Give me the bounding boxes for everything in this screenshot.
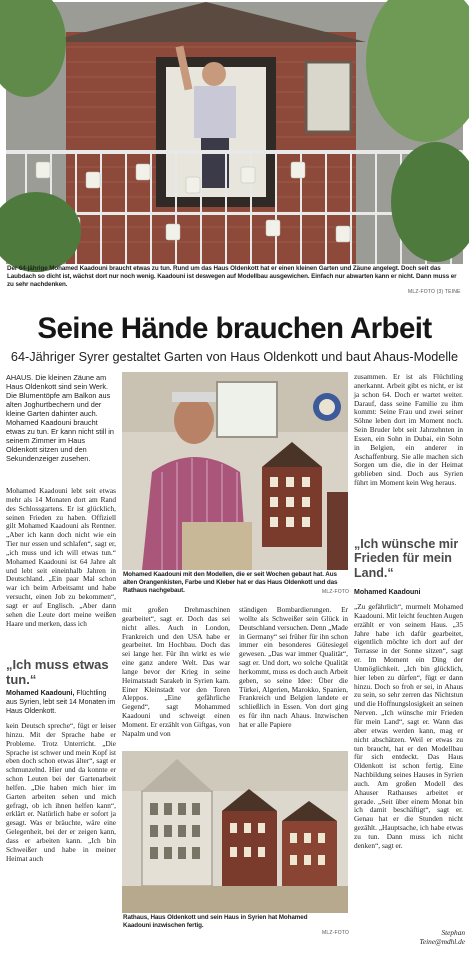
article-lead: AHAUS. Die kleinen Zäune am Haus Oldenkott sind sein Werk. Die Blumentöpfe am Balkon aus alten Joghurtbechern und der kleine Garten dahinter auch. Mohamed Kaadouni braucht etwas zu tun. Er kann nicht still in seinem Zimmer im Haus Oldenkott sitzen und den Sekundenzeiger zusehen. (6, 373, 114, 463)
middle-photo-credit: MLZ-FOTO (322, 589, 350, 595)
subheadline: 64-Jähriger Syrer gestaltet Garten von Haus Oldenkott und baut Ahaus-Modelle (10, 350, 459, 364)
pull-quote-1-description: Flüchtling aus Syrien, lebt seit 14 Monaten im Haus Oldenkott. (6, 690, 116, 715)
bottom-photo-caption: Rathaus, Haus Oldenkott und sein Haus in Syrien hat Mohamed Kaadouni inzwischen fertig. (123, 914, 308, 929)
pull-quote-1: „Ich muss etwas tun.“ (6, 657, 109, 687)
pull-quote-1-name: Mohamed Kaadouni, (6, 690, 75, 697)
middle-photo-caption: Mohamed Kaadouni mit den Modellen, die er seit Wochen gebaut hat. Aus alten Orangenkisten, Farbe und Kleber hat er das Haus Oldenkott und das Rathaus nachgebaut. (123, 571, 338, 594)
bottom-photo-illustration (122, 751, 348, 913)
author-signature: Stephan Teine@mdhl.de (419, 928, 465, 946)
column-4-top: zusammen. Er ist als Flüchtling anerkannt. Arbeit gibt es nicht, er ist ja schon 64. Doch er wartet weiter. Darauf, dass seine Familie zu ihm kommt: Seine Frau und zwei seiner Söhne leben dort im Moment noch. Sein Bruder lebt seit Jahrzehnten in Essen, ein Sohn in Dubai, ein Sohn in Belgien, ein anderer in Aschaffenburg. Sie alle machen sich Sorgen um die, die in der Heimat geblieben sind. Doch aus Syrien führt im Moment kein Weg heraus. (354, 372, 463, 488)
headline: Seine Hände brauchen Arbeit (37, 312, 432, 345)
top-photo-caption: Der 64-jährige Mohamed Kaadouni braucht etwas zu tun. Rund um das Haus Oldenkott hat er einen kleinen Garten und Zäune angelegt. Doch seit das Laubdach so dicht ist, wächst dort nur noch wenig. Kaadouni ist deswegen auf Modellbau ausgewichen. Einfach nur abwarten kann er nicht. Dann muss er zu sehr nachdenken. (7, 265, 457, 288)
pull-quote-2-name: Mohamed Kaadouni (354, 589, 421, 596)
top-photo (6, 2, 463, 264)
middle-photo-illustration (122, 372, 348, 570)
top-photo-illustration (6, 2, 463, 264)
pull-quote-1-attribution (6, 690, 116, 716)
column-1-bottom: kein Deutsch spreche“, fügt er leiser hinzu. Mit der Sprache habe er Probleme. Trotz Unterricht. „Die Sprache ist schwer und mein Kopf ist eben doch schon etwas älter“, sagt er schmunzelnd. Hier und da konnte er schon Leuten bei der Gartenarbeit helfen. „Die haben mich hier im Garten arbeiten sehen und mich gefragt, ob ich ihnen helfen kann“, erklärt er. Natürlich habe er sofort ja gesagt. Was er bräuchte, wäre eine Gelegenheit, bei der er zeigen kann, dass er arbeiten kann. „Ich bin Schweißer und habe in meiner Heimat auch (6, 721, 116, 863)
top-photo-credit: MLZ-FOTO (3) TEINE (408, 289, 461, 295)
column-1-body: Mohamed Kaadouni lebt seit etwas mehr als 14 Monaten dort am Rand des Schlossgartens. Er ist glücklich, seinen Frieden zu haben. Offiziell gilt Mohamed Kaadouni als Rentner. „Aber ich kann doch nicht wie ein Tier nur essen und schlafen“, sagt er, „ich muss und ich will etwas tun.“ Mohamed Kaadouni ist 64 Jahre alt und lebt seit eineinhalb Jahren in Deutschland. „Ein paar Mal schon war ich beim Arbeitsamt und habe versucht, einen Job zu bekommen“, sagt er auf Englisch. „Aber dann sehen die Leute dort meine weißen Haare und merken, dass ich (6, 486, 116, 628)
column-3-body: ständigen Bombardierungen. Er wollte als Schweißer sein Glück in Deutschland versuchen. Denn „Made in Germany“ sei früher für ihn schon immer ein besonderes Gütesiegel gewesen. „Das war immer Qualität“, sagt er. Und dort, wo solche Qualität herkommt, muss es doch auch Arbeit geben, so seine Idee: Über die Türkei, Algerien, Marokko, Spanien, Frankreich und Belgien landete er schließlich in Essen. Von dort ging es für ihn nach Ahaus. Inzwischen hat er alle Papiere (239, 605, 349, 729)
middle-photo (122, 372, 348, 570)
pull-quote-2: „Ich wünsche mir Frieden für mein Land.“ (354, 537, 459, 580)
bottom-photo-credit: MLZ-FOTO (322, 930, 350, 936)
pull-quote-2-attribution (354, 589, 463, 598)
column-4-bottom: „Zu gefährlich“, murmelt Mohamed Kaadouni. Mit leicht feuchten Augen erzählt er von seinem Haus. „35 Jahre habe ich dafür gearbeitet, eigentlich möchte ich dort auf der Terrasse in der Sonne sitzen“, sagt er. Im Moment ein Ding der Unmöglichkeit. „Ich bin glücklich, hier leben zu dürfen“, fügt er dann hinzu. Doch so froh er sei, in Ahaus zu sein, so sehr zerren das Nichtstun und die Hoffnungslosigkeit an seinen Nerven. „Ich wünsche mir Frieden für mein Land“, sagt er. Wann das aber etwas werden kann, mag er nicht abschätzen. Weil er etwas zu tun braucht, hat er den Modellbau für sich entdeckt. Das Haus Oldenkott ist schon fertig. Eine Nachbildung seines Hauses in Syrien auch. Am großen Modell des Ahauser Rathauses arbeitet er gerade. „Seit über einem Monat bin ich damit beschäftigt“, sagt er. Genau hat er die Stunden nicht gezählt. „Hauptsache, ich habe etwas zu tun. Dann muss ich nicht denken“, sagt er. (354, 602, 463, 850)
bottom-photo (122, 751, 348, 913)
column-2-body: mit großen Drehmaschinen gearbeitet“, sagt er. Doch das sei nicht alles. Auch in London, Frankreich und den USA habe er gearbeitet. Im Hochbau. Doch das sei lange her. Für ihn wirkt es wie eine ganz andere Welt. Das war lange bevor der Krieg in seine Heimatstadt Sarakeb in Syrien kam. Einer Kleinstadt vor den Toren Aleppos. „Eine gefährliche Gegend“, sagt Mohammed Kaadouni und schweigt einen Moment. Er erzählt von Giftgas, von Napalm und von (122, 605, 230, 738)
